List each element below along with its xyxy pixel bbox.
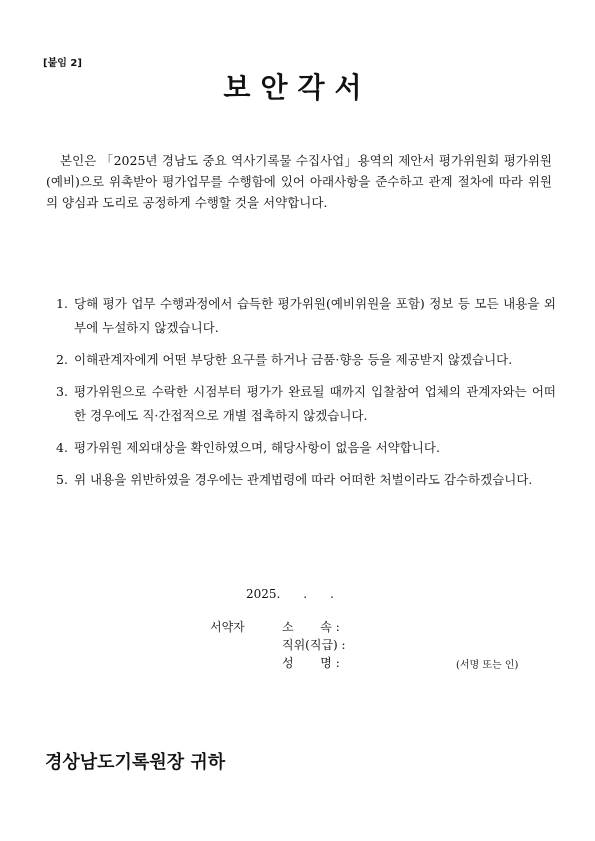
item-text: 당해 평가 업무 수행과정에서 습득한 평가위원(예비위원을 포함) 정보 등 모든 내용을 외부에 누설하지 않겠습니다. bbox=[74, 296, 556, 335]
item-number: 1. bbox=[56, 296, 68, 311]
list-item bbox=[56, 380, 556, 428]
list-item bbox=[56, 292, 556, 340]
signature-note: (서명 또는 인) bbox=[456, 660, 519, 671]
item-text: 평가위원 제외대상을 확인하였으며, 해당사항이 없음을 서약합니다. bbox=[74, 440, 440, 455]
document-title: 보안각서 bbox=[223, 71, 372, 104]
affiliation-field: 소 속 : bbox=[282, 620, 340, 634]
pledge-list bbox=[56, 292, 556, 500]
intro-paragraph: 본인은 「2025년 경남도 중요 역사기록물 수집사업」용역의 제안서 평가위원회 평가위원(예비)으로 위촉받아 평가업무를 수행함에 있어 아래사항을 준수하고 관계 절차에 따라 위원의 양심과 도리로 공정하게 수행할 것을 서약합니다. bbox=[46, 153, 552, 210]
list-item bbox=[56, 468, 556, 492]
pledge-date: 2025. . . bbox=[246, 587, 334, 601]
item-number: 5. bbox=[56, 472, 68, 487]
item-text: 위 내용을 위반하였을 경우에는 관계법령에 따라 어떠한 처벌이라도 감수하겠습니다. bbox=[74, 472, 533, 487]
item-text: 이해관계자에게 어떤 부당한 요구를 하거나 금품·향응 등을 제공받지 않겠습니다. bbox=[74, 352, 513, 367]
list-item bbox=[56, 436, 556, 460]
position-field: 직위(직급) : bbox=[282, 638, 346, 652]
item-number: 4. bbox=[56, 440, 68, 455]
item-number: 3. bbox=[56, 384, 68, 399]
pledger-label: 서약자 bbox=[210, 620, 245, 634]
name-field: 성 명 : bbox=[282, 656, 340, 670]
attachment-label: [붙임 2] bbox=[43, 58, 82, 69]
list-item bbox=[56, 348, 556, 372]
item-number: 2. bbox=[56, 352, 68, 367]
item-text: 평가위원으로 수락한 시점부터 평가가 완료될 때까지 입찰참여 업체의 관계자와는 어떠한 경우에도 직·간접적으로 개별 접촉하지 않겠습니다. bbox=[74, 384, 556, 423]
recipient-line: 경상남도기록원장 귀하 bbox=[45, 752, 226, 773]
